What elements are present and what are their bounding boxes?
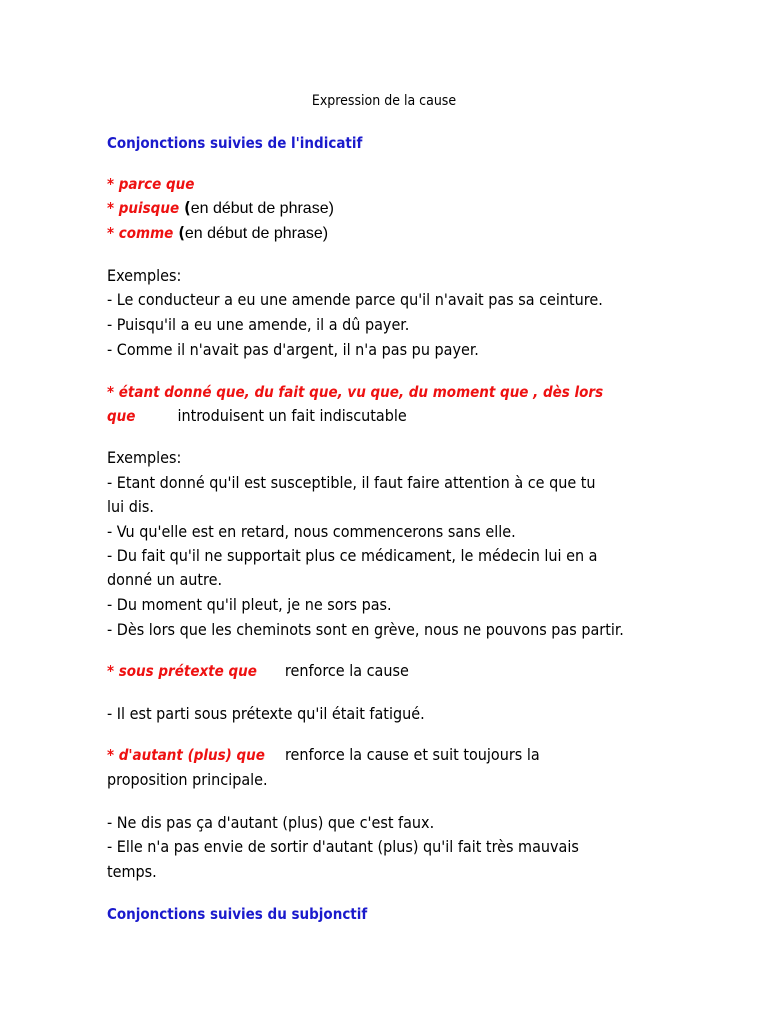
conjunction-label: * puisque xyxy=(107,199,180,217)
example-line: - Etant donné qu'il est susceptible, il faut faire attention à ce que tu xyxy=(107,473,596,492)
example-line: - Puisqu'il a eu une amende, il a dû payer. xyxy=(107,315,410,334)
conjunction-label: * étant donné que, du fait que, vu que, du moment que , dès lors xyxy=(107,383,604,401)
section-heading-subjonctif: Conjonctions suivies du subjonctif xyxy=(107,905,368,923)
usage-note: en début de phrase) xyxy=(184,225,329,242)
example-line: - Dès lors que les cheminots sont en grève, nous ne pouvons pas partir. xyxy=(107,620,624,639)
example-line: temps. xyxy=(107,862,157,881)
page-title: Expression de la cause xyxy=(311,93,457,109)
examples-label: Exemples: xyxy=(107,266,182,285)
conjunction-group-indiscutable xyxy=(107,380,603,404)
conjunction-group-continuation xyxy=(107,404,407,428)
example-line: - Du fait qu'il ne supportait plus ce médicament, le médecin lui en a xyxy=(107,546,598,565)
example-line: - Elle n'a pas envie de sortir d'autant (plus) qu'il fait très mauvais xyxy=(107,837,579,856)
conjunction-description-continuation: proposition principale. xyxy=(107,770,268,789)
usage-note: en début de phrase) xyxy=(190,200,334,217)
conjunction-parce-que xyxy=(107,172,194,196)
conjunction-description: renforce la cause et suit toujours la xyxy=(284,745,540,764)
conjunction-label: * comme xyxy=(107,224,174,242)
example-line: - Ne dis pas ça d'autant (plus) que c'est faux. xyxy=(107,813,435,832)
paren-open: ( xyxy=(173,223,185,242)
example-line: - Comme il n'avait pas d'argent, il n'a pas pu payer. xyxy=(107,340,479,359)
conjunction-comme xyxy=(107,221,328,246)
conjunction-label: * d'autant (plus) que xyxy=(107,746,265,764)
conjunction-description: renforce la cause xyxy=(284,661,409,680)
paren-open: ( xyxy=(179,198,191,217)
conjunction-description: introduisent un fait indiscutable xyxy=(177,406,407,425)
conjunction-puisque xyxy=(107,196,334,221)
example-line: - Il est parti sous prétexte qu'il était fatigué. xyxy=(107,704,425,723)
conjunction-label: * sous prétexte que xyxy=(107,662,257,680)
example-line: donné un autre. xyxy=(107,570,223,589)
section-heading-indicatif: Conjonctions suivies de l'indicatif xyxy=(107,134,363,152)
conjunction-dautant xyxy=(107,743,540,767)
example-line: - Vu qu'elle est en retard, nous commencerons sans elle. xyxy=(107,522,516,541)
example-line: - Le conducteur a eu une amende parce qu'il n'avait pas sa ceinture. xyxy=(107,290,603,309)
example-line: - Du moment qu'il pleut, je ne sors pas. xyxy=(107,595,392,614)
conjunction-sous-pretexte xyxy=(107,659,409,683)
conjunction-label: * parce que xyxy=(107,175,195,193)
example-line: lui dis. xyxy=(107,497,154,516)
conjunction-label: que xyxy=(107,407,136,425)
examples-label: Exemples: xyxy=(107,448,182,467)
